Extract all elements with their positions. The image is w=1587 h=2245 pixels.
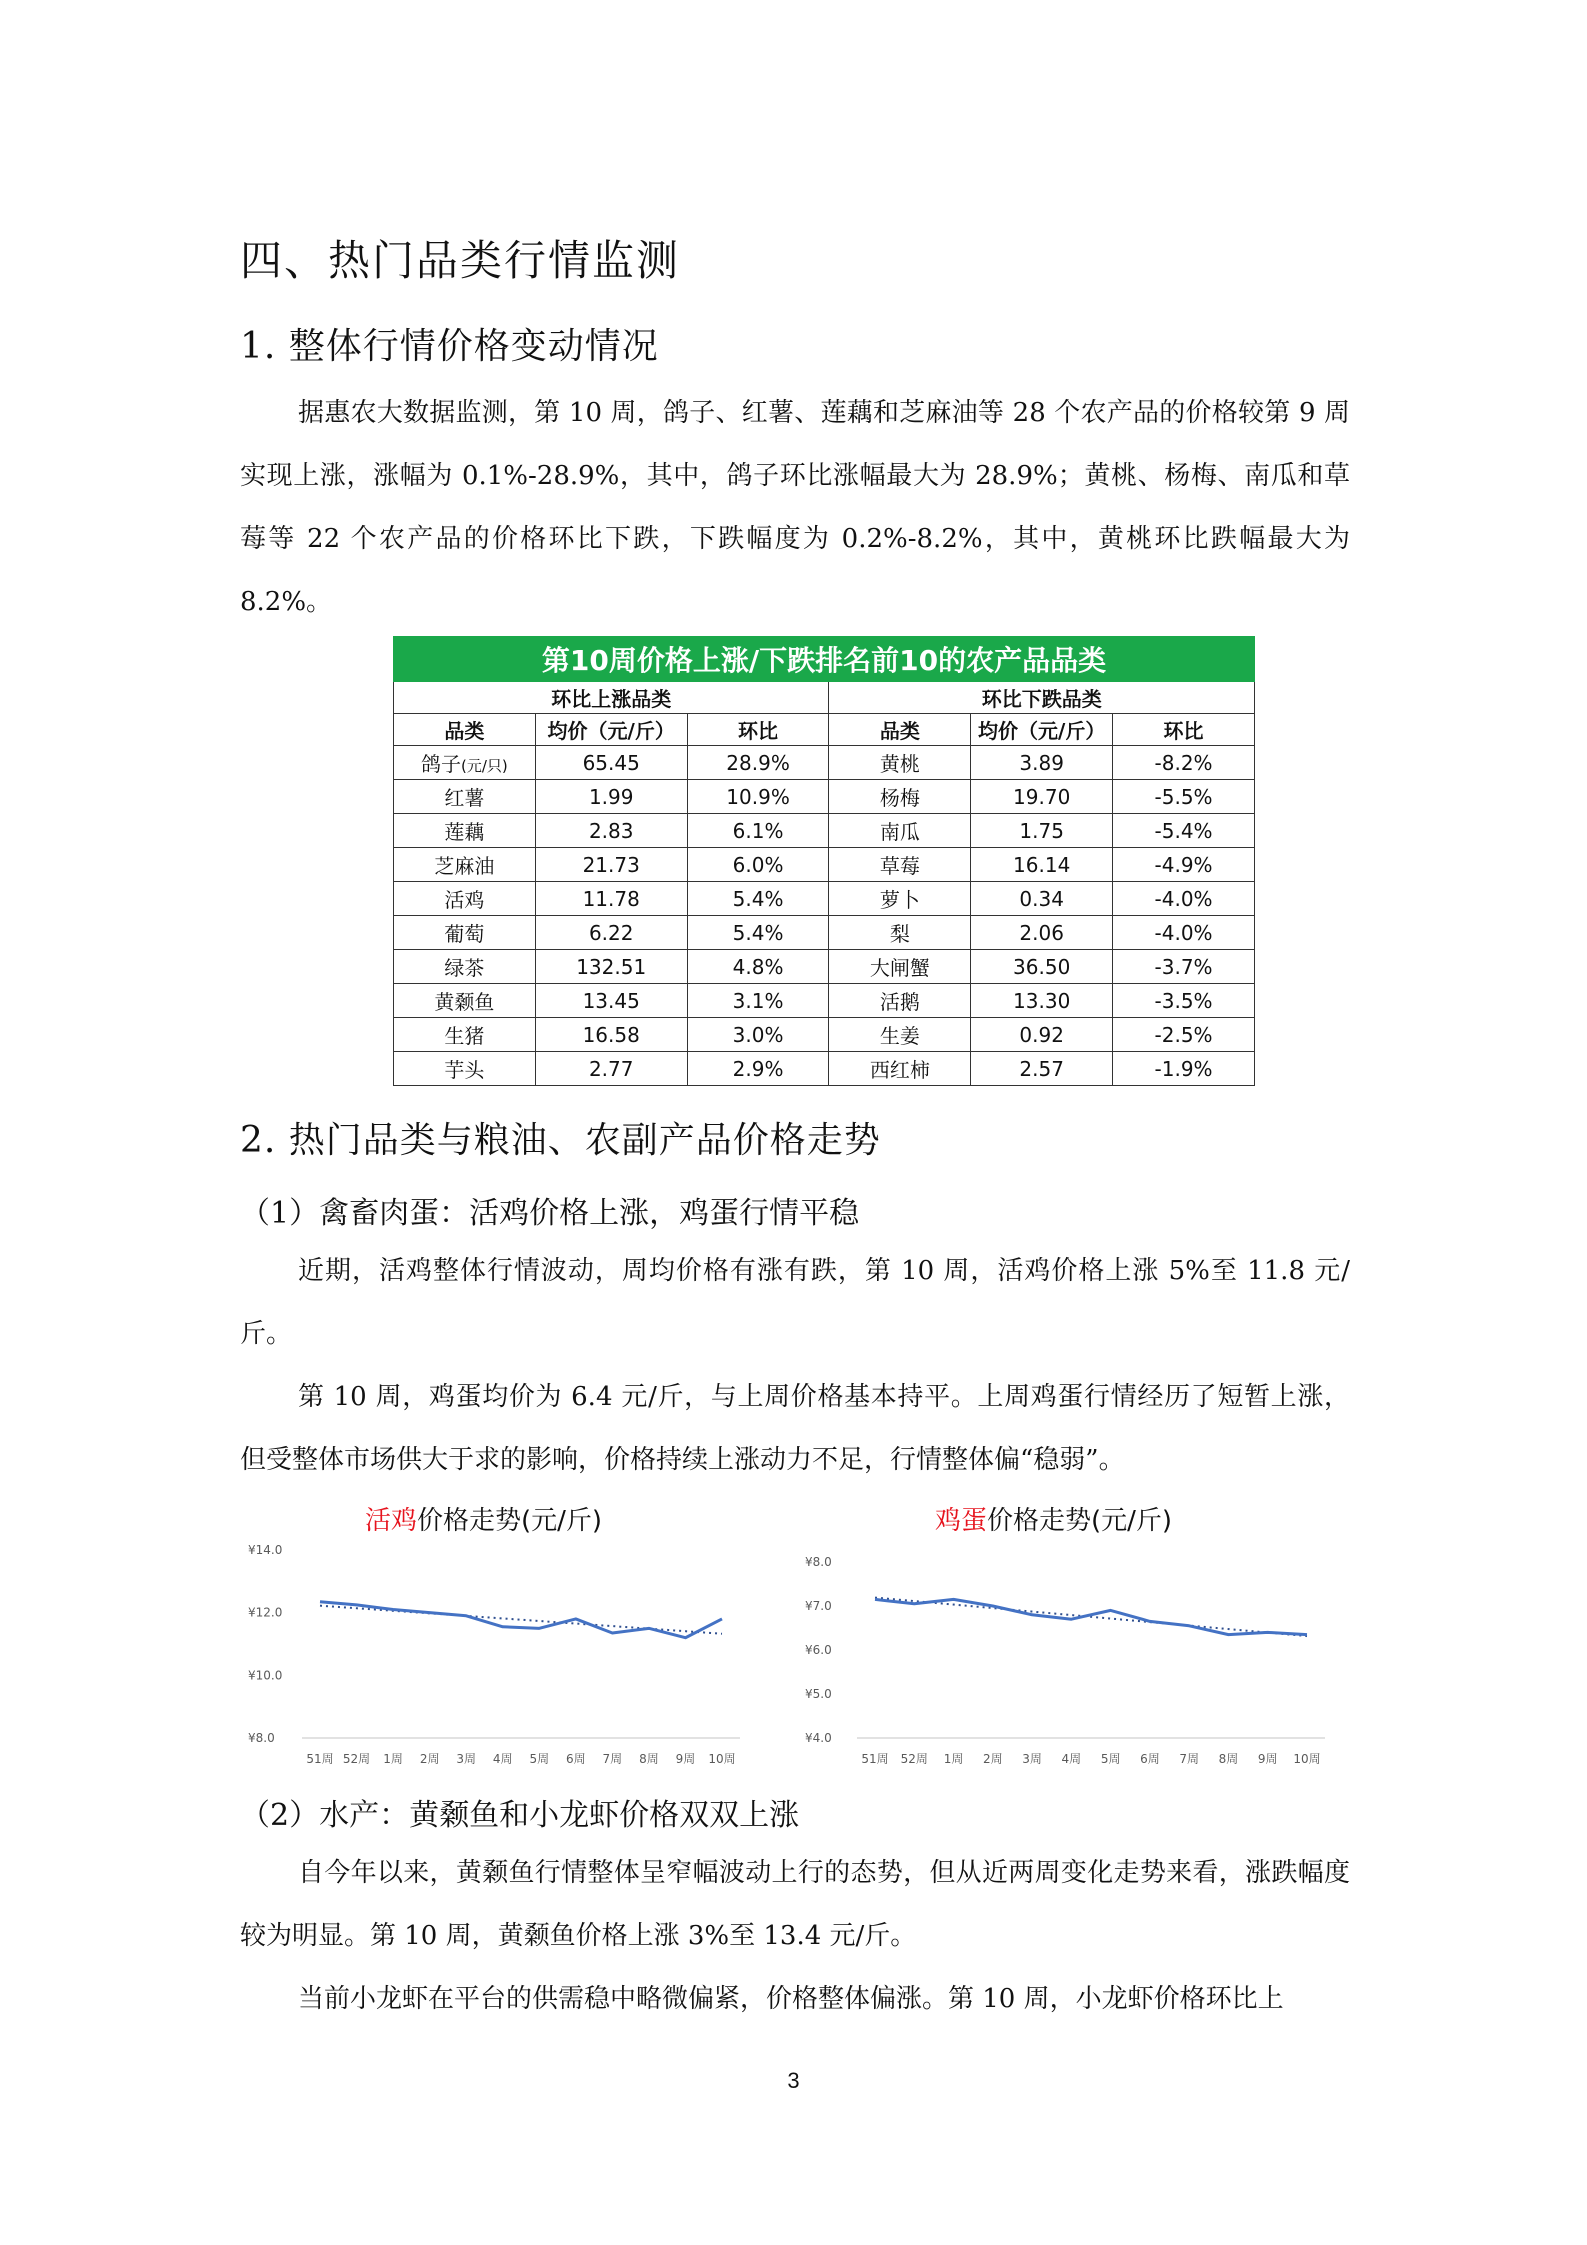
trendline <box>875 1598 1307 1637</box>
paragraph-text: 当前小龙虾在平台的供需稳中略微偏紧，价格整体偏涨。第 10 周，小龙虾价格环比上 <box>298 1984 1284 2014</box>
price-down: 3.89 <box>971 746 1113 780</box>
product-name-up: 红薯 <box>394 780 536 814</box>
x-tick-label: 4周 <box>492 1752 513 1766</box>
price-down: 19.70 <box>971 780 1113 814</box>
x-tick-label: 10周 <box>1293 1752 1321 1766</box>
paragraph-text: 近期，活鸡整体行情波动，周均价格有涨有跌，第 10 周，活鸡价格上涨 5%至 11.8 元/斤。 <box>240 1256 1350 1349</box>
change-up: 6.0% <box>687 848 829 882</box>
price-down: 16.14 <box>971 848 1113 882</box>
product-name-down: 梨 <box>829 916 971 950</box>
paragraph-overview <box>240 382 1350 634</box>
line-chart-svg <box>795 1500 1335 1780</box>
product-name-down: 活鹅 <box>829 984 971 1018</box>
product-name-up: 芋头 <box>394 1052 536 1086</box>
change-up: 4.8% <box>687 950 829 984</box>
product-name-down: 草莓 <box>829 848 971 882</box>
price-down: 2.57 <box>971 1052 1113 1086</box>
y-tick-label: ¥8.0 <box>805 1555 832 1569</box>
table-row <box>394 814 1255 848</box>
unit-note: (元/只) <box>461 757 508 775</box>
x-tick-label: 8周 <box>639 1752 659 1766</box>
x-tick-label: 9周 <box>675 1752 696 1766</box>
price-ranking-table <box>393 636 1255 1086</box>
price-down: 1.75 <box>971 814 1113 848</box>
product-name-up: 生猪 <box>394 1018 536 1052</box>
product-name-up: 活鸡 <box>394 882 536 916</box>
subsection-title-1: 1. 整体行情价格变动情况 <box>240 326 659 367</box>
change-up: 5.4% <box>687 916 829 950</box>
table-row <box>394 1018 1255 1052</box>
price-up: 2.83 <box>535 814 687 848</box>
change-up: 10.9% <box>687 780 829 814</box>
product-name-up: 葡萄 <box>394 916 536 950</box>
product-name-down: 黄桃 <box>829 746 971 780</box>
paragraph-chicken <box>240 1240 1350 1492</box>
x-tick-label: 7周 <box>1179 1752 1200 1766</box>
paragraph-text: 据惠农大数据监测，第 10 周，鸽子、红薯、莲藕和芝麻油等 28 个农产品的价格较第 9 周实现上涨，涨幅为 0.1%-28.9%，其中，鸽子环比涨幅最大为 28.9%；黄桃、杨梅、南瓜和草莓等 22 个农产品的价格环比下跌，下跌幅度为 0.2%-8.2%，其中，黄桃环比跌幅最大为 8.2%。 <box>240 398 1350 617</box>
y-tick-label: ¥5.0 <box>805 1687 832 1701</box>
product-name-up: 芝麻油 <box>394 848 536 882</box>
subsection-title-2-2: （2）水产：黄颡鱼和小龙虾价格双双上涨 <box>240 1798 800 1833</box>
y-tick-label: ¥4.0 <box>805 1731 832 1745</box>
change-up: 5.4% <box>687 882 829 916</box>
change-up: 3.1% <box>687 984 829 1018</box>
x-tick-label: 2周 <box>419 1752 440 1766</box>
section-title: 四、热门品类行情监测 <box>240 236 681 285</box>
column-header: 品类 <box>394 714 536 746</box>
product-name-down: 杨梅 <box>829 780 971 814</box>
change-down: -5.5% <box>1113 780 1255 814</box>
table-row <box>394 916 1255 950</box>
x-tick-label: 9周 <box>1257 1752 1278 1766</box>
group-header-down: 环比下跌品类 <box>829 682 1255 714</box>
table-row <box>394 950 1255 984</box>
product-name-down: 萝卜 <box>829 882 971 916</box>
x-tick-label: 51周 <box>306 1752 334 1766</box>
x-tick-label: 2周 <box>982 1752 1003 1766</box>
change-down: -8.2% <box>1113 746 1255 780</box>
x-tick-label: 51周 <box>861 1752 889 1766</box>
series-line <box>320 1602 722 1638</box>
x-tick-label: 6周 <box>1140 1752 1160 1766</box>
y-tick-label: ¥14.0 <box>248 1543 283 1557</box>
price-up: 132.51 <box>535 950 687 984</box>
x-tick-label: 6周 <box>565 1752 586 1766</box>
table-row <box>394 984 1255 1018</box>
product-name-up: 绿茶 <box>394 950 536 984</box>
price-up: 65.45 <box>535 746 687 780</box>
x-tick-label: 8周 <box>1218 1752 1239 1766</box>
x-tick-label: 52周 <box>342 1752 371 1766</box>
change-down: -4.0% <box>1113 882 1255 916</box>
table-title: 第10周价格上涨/下跌排名前10的农产品品类 <box>394 637 1255 682</box>
change-down: -4.9% <box>1113 848 1255 882</box>
column-header: 均价（元/斤） <box>535 714 687 746</box>
change-up: 28.9% <box>687 746 829 780</box>
change-down: -1.9% <box>1113 1052 1255 1086</box>
x-tick-label: 1周 <box>383 1752 403 1766</box>
change-up: 3.0% <box>687 1018 829 1052</box>
product-name-down: 南瓜 <box>829 814 971 848</box>
chart-title: 活鸡价格走势(元/斤) <box>365 1506 603 1536</box>
price-up: 6.22 <box>535 916 687 950</box>
x-tick-label: 3周 <box>456 1752 477 1766</box>
price-up: 2.77 <box>535 1052 687 1086</box>
table-row <box>394 746 1255 780</box>
price-down: 36.50 <box>971 950 1113 984</box>
table-row <box>394 1052 1255 1086</box>
y-tick-label: ¥6.0 <box>805 1643 832 1657</box>
x-tick-label: 3周 <box>1022 1752 1042 1766</box>
x-tick-label: 5周 <box>1100 1752 1121 1766</box>
x-tick-label: 10周 <box>708 1752 736 1766</box>
price-up: 11.78 <box>535 882 687 916</box>
product-name-up: 鸽子(元/只) <box>394 746 536 780</box>
change-down: -5.4% <box>1113 814 1255 848</box>
price-up: 16.58 <box>535 1018 687 1052</box>
product-name-up: 莲藕 <box>394 814 536 848</box>
change-up: 6.1% <box>687 814 829 848</box>
y-tick-label: ¥8.0 <box>248 1731 275 1745</box>
product-name-down: 大闸蟹 <box>829 950 971 984</box>
y-tick-label: ¥12.0 <box>248 1605 283 1620</box>
column-header: 环比 <box>687 714 829 746</box>
x-tick-label: 5周 <box>529 1752 550 1766</box>
x-tick-label: 52周 <box>900 1752 928 1766</box>
paragraph-text: 自今年以来，黄颡鱼行情整体呈窄幅波动上行的态势，但从近两周变化走势来看，涨跌幅度较为明显。第 10 周，黄颡鱼价格上涨 3%至 13.4 元/斤。 <box>240 1858 1350 1951</box>
product-name-down: 西红柿 <box>829 1052 971 1086</box>
x-tick-label: 1周 <box>943 1752 964 1766</box>
table-row <box>394 848 1255 882</box>
group-header-up: 环比上涨品类 <box>394 682 829 714</box>
table-row <box>394 882 1255 916</box>
price-up: 13.45 <box>535 984 687 1018</box>
column-header: 品类 <box>829 714 971 746</box>
subsection-title-2: 2. 热门品类与粮油、农副产品价格走势 <box>240 1120 881 1161</box>
table-row <box>394 780 1255 814</box>
change-down: -4.0% <box>1113 916 1255 950</box>
chart-live-chicken <box>240 1500 760 1780</box>
trendline <box>320 1606 722 1634</box>
x-tick-label: 7周 <box>602 1752 623 1766</box>
x-tick-label: 4周 <box>1061 1752 1082 1766</box>
price-down: 2.06 <box>971 916 1113 950</box>
chart-title: 鸡蛋价格走势(元/斤) <box>935 1506 1173 1536</box>
price-up: 1.99 <box>535 780 687 814</box>
change-down: -3.5% <box>1113 984 1255 1018</box>
price-down: 0.34 <box>971 882 1113 916</box>
line-chart-svg <box>240 1500 760 1780</box>
price-up: 21.73 <box>535 848 687 882</box>
product-name-up: 黄颡鱼 <box>394 984 536 1018</box>
page-number: 3 <box>787 2068 800 2093</box>
y-tick-label: ¥10.0 <box>248 1668 283 1683</box>
change-down: -2.5% <box>1113 1018 1255 1052</box>
change-down: -3.7% <box>1113 950 1255 984</box>
paragraph-aquatic <box>240 1842 1350 2031</box>
column-header: 环比 <box>1113 714 1255 746</box>
price-down: 13.30 <box>971 984 1113 1018</box>
y-tick-label: ¥7.0 <box>805 1599 832 1613</box>
price-down: 0.92 <box>971 1018 1113 1052</box>
subsection-title-2-1: （1）禽畜肉蛋：活鸡价格上涨，鸡蛋行情平稳 <box>240 1196 860 1231</box>
chart-eggs <box>795 1500 1335 1780</box>
change-up: 2.9% <box>687 1052 829 1086</box>
column-header: 均价（元/斤） <box>971 714 1113 746</box>
product-name-down: 生姜 <box>829 1018 971 1052</box>
paragraph-text: 第 10 周，鸡蛋均价为 6.4 元/斤，与上周价格基本持平。上周鸡蛋行情经历了短暂上涨，但受整体市场供大于求的影响，价格持续上涨动力不足，行情整体偏“稳弱”。 <box>240 1382 1350 1475</box>
